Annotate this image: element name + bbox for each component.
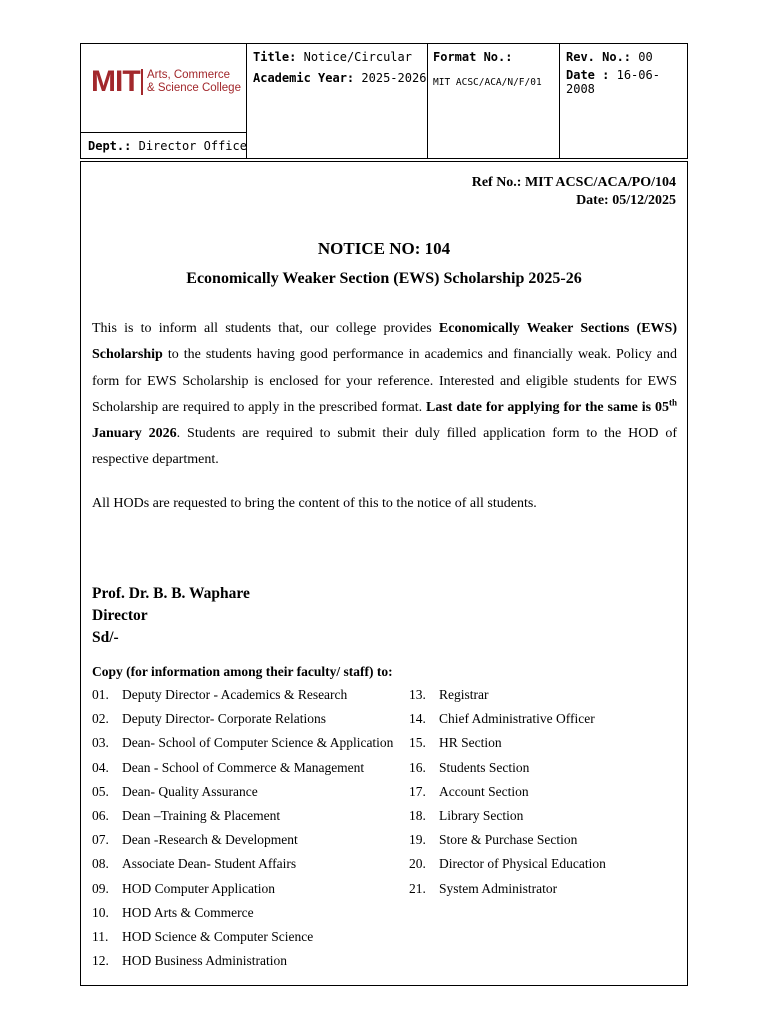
copy-to-item-number: 13.: [409, 687, 426, 702]
copy-to-item: [409, 760, 529, 776]
copy-to-item-number: 06.: [92, 808, 109, 823]
header-divider: [427, 44, 428, 158]
copy-to-item-number: 01.: [92, 687, 109, 702]
logo-divider: [141, 69, 143, 95]
copy-to-item-text: Students Section: [439, 759, 530, 775]
copy-to-item: [409, 832, 577, 848]
header-divider: [559, 44, 560, 158]
rev-date-field: [566, 68, 687, 96]
copy-to-item-number: 11.: [92, 929, 109, 944]
copy-to-item-text: Chief Administrative Officer: [439, 711, 595, 727]
copy-to-item: [92, 881, 275, 897]
logo-mark: MIT: [91, 65, 140, 98]
copy-to-item: [92, 832, 298, 848]
copy-to-item-text: Store & Purchase Section: [439, 832, 578, 848]
dept-row-divider: [81, 132, 246, 133]
notice-number: NOTICE NO: 104: [317, 239, 451, 258]
academic-year-label: Academic Year:: [253, 71, 355, 85]
paragraph-text: to the students having good performance in academics and financially weak. Policy and form for EWS Scholarship is enclosed for your reference. Interested and eligible students for EWS Scholarship are required to apply in the prescribed format.: [92, 347, 677, 415]
copy-to-item: [92, 687, 347, 703]
notice-paragraph: [92, 316, 677, 474]
copy-to-item-text: Dean –Training & Placement: [122, 808, 281, 823]
copy-to-item-number: 16.: [409, 759, 426, 775]
dept-field: [88, 139, 247, 153]
copy-to-item: [92, 905, 254, 921]
paragraph-text: . Students are required to submit their duly filled application form to the HOD of respective department.: [92, 426, 677, 468]
title-label: Title:: [253, 50, 297, 64]
copy-to-item: [409, 711, 595, 727]
copy-to-item: [409, 881, 557, 897]
rev-date-label: Date :: [566, 68, 610, 82]
copy-to-item-text: Deputy Director- Corporate Relations: [122, 711, 327, 727]
academic-year-value: 2025-2026: [361, 71, 427, 85]
copy-to-item-text: Dean- Quality Assurance: [122, 783, 258, 799]
copy-to-item-number: 18.: [409, 808, 426, 823]
paragraph-text: This is to inform all students that, our college provides: [92, 321, 439, 336]
format-label-text: Format No.:: [433, 50, 513, 64]
copy-to-item: [92, 856, 296, 872]
title-field: [253, 50, 412, 64]
ordinal-suffix: th: [668, 397, 677, 408]
signatory-designation: Director: [92, 607, 148, 624]
copy-to-item-text: System Administrator: [439, 880, 558, 896]
logo-line-2: & Science College: [147, 82, 241, 94]
copy-to-item-number: 10.: [92, 904, 109, 920]
copy-to-item-number: 14.: [409, 711, 426, 727]
copy-to-item: [92, 953, 287, 969]
dept-value: Director Office: [138, 139, 247, 153]
format-value: MIT ACSC/ACA/N/F/01: [433, 77, 542, 88]
copy-to-item-number: 05.: [92, 783, 109, 799]
rev-field: [566, 50, 653, 64]
copy-to-heading: Copy (for information among their faculty/ staff) to:: [92, 664, 393, 679]
format-label: [433, 50, 512, 64]
copy-to-item-number: 04.: [92, 759, 109, 775]
copy-to-item-text: HOD Arts & Commerce: [122, 904, 254, 920]
rev-label: Rev. No.:: [566, 50, 632, 64]
copy-to-item: [92, 711, 326, 727]
copy-to-item: [92, 760, 364, 776]
copy-to-item-number: 07.: [92, 832, 109, 848]
deadline-text: Last date for applying for the same is 05: [426, 399, 669, 415]
copy-to-item: [409, 784, 529, 800]
hod-instruction: All HODs are requested to bring the content of this to the notice of all students.: [92, 496, 537, 511]
academic-year-field: [253, 71, 426, 85]
copy-to-item-number: 20.: [409, 856, 426, 872]
copy-to-item: [409, 735, 502, 751]
copy-to-item-number: 02.: [92, 711, 109, 727]
reference-number: Ref No.: MIT ACSC/ACA/PO/104: [471, 175, 676, 190]
copy-to-item-number: 09.: [92, 880, 109, 896]
copy-to-item: [92, 808, 280, 824]
copy-to-item: [92, 929, 313, 945]
copy-to-item-number: 03.: [92, 735, 109, 751]
copy-to-item-number: 08.: [92, 856, 109, 872]
copy-to-item-number: 12.: [92, 953, 109, 969]
copy-to-item-number: 21.: [409, 880, 426, 896]
copy-to-item-text: Account Section: [439, 783, 529, 799]
signatory-name: Prof. Dr. B. B. Waphare: [92, 585, 250, 602]
copy-to-item-text: Library Section: [439, 808, 524, 823]
copy-to-item-text: Director of Physical Education: [439, 856, 606, 872]
copy-to-item-text: HR Section: [439, 735, 502, 751]
copy-to-item-text: Dean -Research & Development: [122, 832, 298, 848]
copy-to-item: [409, 856, 606, 872]
copy-to-item-text: Dean - School of Commerce & Management: [122, 759, 365, 775]
document-header-table: [80, 43, 688, 159]
deadline-text: January 2026: [92, 426, 177, 442]
notice-date: Date: 05/12/2025: [576, 193, 676, 208]
copy-to-item: [409, 687, 489, 703]
copy-to-item: [92, 735, 393, 751]
rev-value: 00: [638, 50, 653, 64]
notice-body: [80, 161, 688, 986]
college-logo: [91, 67, 241, 99]
copy-to-item-text: Dean- School of Computer Science & Application: [122, 735, 394, 751]
title-value: Notice/Circular: [303, 50, 412, 64]
copy-to-item-text: Registrar: [439, 687, 489, 702]
signature-mark: Sd/-: [92, 629, 119, 646]
copy-to-item-text: HOD Computer Application: [122, 880, 275, 896]
logo-line-1: Arts, Commerce: [147, 69, 231, 81]
copy-to-item: [92, 784, 258, 800]
copy-to-item-number: 19.: [409, 832, 426, 848]
copy-to-item-text: Associate Dean- Student Affairs: [122, 856, 297, 872]
copy-to-item-number: 17.: [409, 783, 426, 799]
copy-to-item-text: HOD Science & Computer Science: [122, 929, 314, 944]
copy-to-item-text: HOD Business Administration: [122, 953, 288, 969]
copy-to-item: [409, 808, 523, 824]
copy-to-item-number: 15.: [409, 735, 426, 751]
dept-label: Dept.:: [88, 139, 132, 153]
notice-subject: Economically Weaker Section (EWS) Scholarship 2025-26: [186, 270, 582, 287]
rev-date-value: 16-06-2008: [566, 68, 660, 96]
copy-to-item-text: Deputy Director - Academics & Research: [122, 687, 348, 702]
paragraph-bold-text: Economically Weaker Sections (EWS) Scholarship: [92, 321, 677, 363]
